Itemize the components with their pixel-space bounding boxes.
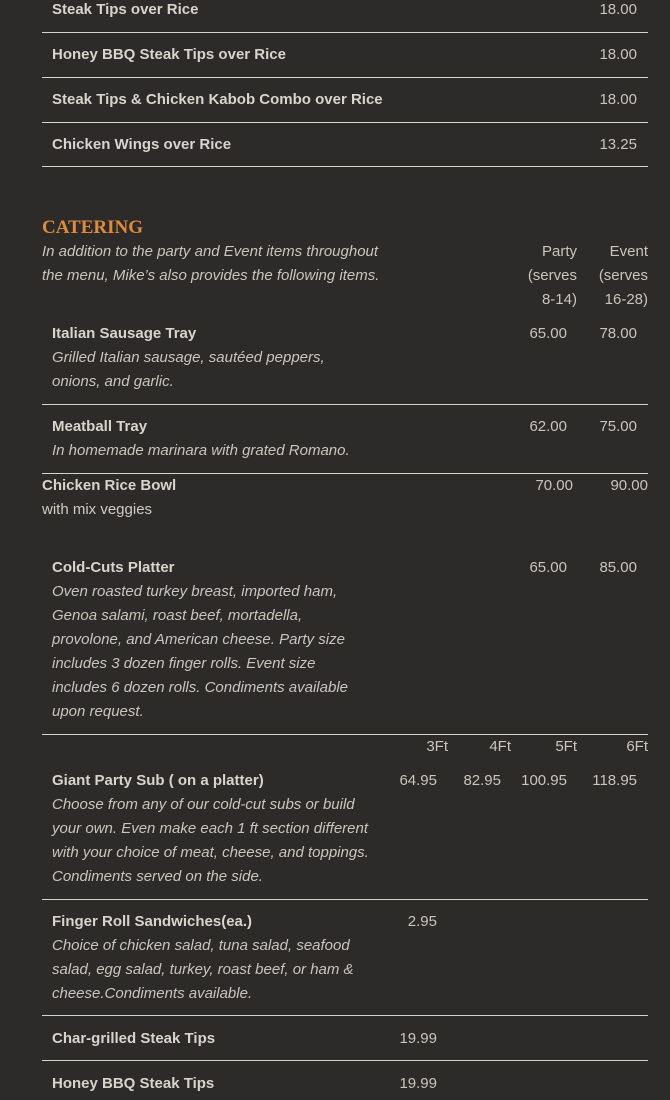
- menu-item-name: Meatball Tray: [52, 418, 148, 435]
- menu-item-description: [52, 793, 369, 889]
- description-line: includes 3 dozen finger rolls. Event size: [52, 655, 316, 672]
- description-line: upon request.: [52, 703, 144, 720]
- party-column-header: [500, 240, 577, 312]
- divider: [42, 899, 648, 900]
- menu-item-price: 18.00: [599, 1, 637, 18]
- section-title: CATERING: [42, 217, 143, 238]
- menu-item-price: 13.25: [599, 136, 637, 153]
- description-line: Choice of chicken salad, tuna salad, seafood: [52, 937, 350, 954]
- menu-item-description: In homemade marinara with grated Romano.: [52, 442, 350, 459]
- divider: [42, 1015, 648, 1016]
- description-line: your own. Even make each 1 ft section different: [52, 820, 369, 837]
- menu-item-name: Honey BBQ Steak Tips over Rice: [52, 46, 286, 63]
- menu-item-price: 18.00: [599, 46, 637, 63]
- party-price: 65.00: [529, 325, 567, 342]
- menu-item-name: Steak Tips over Rice: [52, 1, 199, 18]
- description-line: with your choice of meat, cheese, and toppings.: [52, 844, 369, 861]
- description-line: Grilled Italian sausage, sautéed peppers,: [52, 349, 325, 366]
- size-header-6ft: 6Ft: [626, 738, 648, 755]
- event-price: 78.00: [599, 325, 637, 342]
- menu-item-description: [52, 580, 348, 724]
- menu-item-description: [52, 934, 354, 1006]
- event-header-line: Event: [609, 243, 648, 260]
- menu-item-name: Steak Tips & Chicken Kabob Combo over Rice: [52, 91, 383, 108]
- description-line: provolone, and American cheese. Party size: [52, 631, 345, 648]
- description-line: Genoa salami, roast beef, mortadella,: [52, 607, 303, 624]
- description-line: cheese.Condiments available.: [52, 985, 253, 1002]
- party-header-line: 8-14): [541, 291, 577, 308]
- menu-item-description: with mix veggies: [42, 501, 153, 518]
- description-line: Oven roasted turkey breast, imported ham,: [52, 583, 338, 600]
- price-5ft: 100.95: [521, 772, 567, 789]
- size-header-3ft: 3Ft: [426, 738, 448, 755]
- event-column-header: [570, 240, 648, 312]
- size-header-4ft: 4Ft: [489, 738, 511, 755]
- size-header-5ft: 5Ft: [555, 738, 577, 755]
- description-line: Choose from any of our cold-cut subs or build: [52, 796, 355, 813]
- menu-item-name: Italian Sausage Tray: [52, 325, 197, 342]
- menu-item-price: 2.95: [407, 913, 437, 930]
- price-3ft: 64.95: [399, 772, 437, 789]
- event-header-line: (serves: [598, 267, 648, 284]
- section-intro: [42, 240, 379, 288]
- menu-item-name: Giant Party Sub ( on a platter): [52, 772, 264, 789]
- divider: [42, 473, 648, 474]
- description-line: onions, and garlic.: [52, 373, 174, 390]
- menu-item-name: Cold-Cuts Platter: [52, 559, 175, 576]
- menu-item-description: [52, 346, 325, 394]
- divider: [42, 77, 648, 78]
- description-line: salad, egg salad, turkey, roast beef, or ham &: [52, 961, 354, 978]
- party-header-line: Party: [541, 243, 577, 260]
- party-price: 70.00: [535, 477, 573, 494]
- menu-item-price: 19.99: [399, 1030, 437, 1047]
- party-price: 65.00: [529, 559, 567, 576]
- menu-item-name: Char-grilled Steak Tips: [52, 1030, 216, 1047]
- menu-item-name: Chicken Rice Bowl: [42, 477, 177, 494]
- intro-line: In addition to the party and Event items throughout: [42, 243, 379, 260]
- divider: [42, 122, 648, 123]
- event-price: 85.00: [599, 559, 637, 576]
- menu-item-name: Chicken Wings over Rice: [52, 136, 232, 153]
- divider: [42, 166, 648, 167]
- event-price: 90.00: [610, 477, 648, 494]
- menu-item-name: Finger Roll Sandwiches(ea.): [52, 913, 253, 930]
- divider: [42, 404, 648, 405]
- menu-item-name: Honey BBQ Steak Tips: [52, 1075, 215, 1092]
- menu-item-price: 19.99: [399, 1075, 437, 1092]
- divider: [42, 32, 648, 33]
- divider: [42, 734, 648, 735]
- divider: [42, 1060, 648, 1061]
- menu-item-price: 18.00: [599, 91, 637, 108]
- event-header-line: 16-28): [604, 291, 648, 308]
- party-price: 62.00: [529, 418, 567, 435]
- price-6ft: 118.95: [592, 772, 637, 789]
- party-header-line: (serves: [527, 267, 577, 284]
- description-line: Condiments served on the side.: [52, 868, 263, 885]
- event-price: 75.00: [599, 418, 637, 435]
- intro-line: the menu, Mike’s also provides the following items.: [42, 267, 380, 284]
- price-4ft: 82.95: [463, 772, 501, 789]
- description-line: includes 6 dozen rolls. Condiments available: [52, 679, 349, 696]
